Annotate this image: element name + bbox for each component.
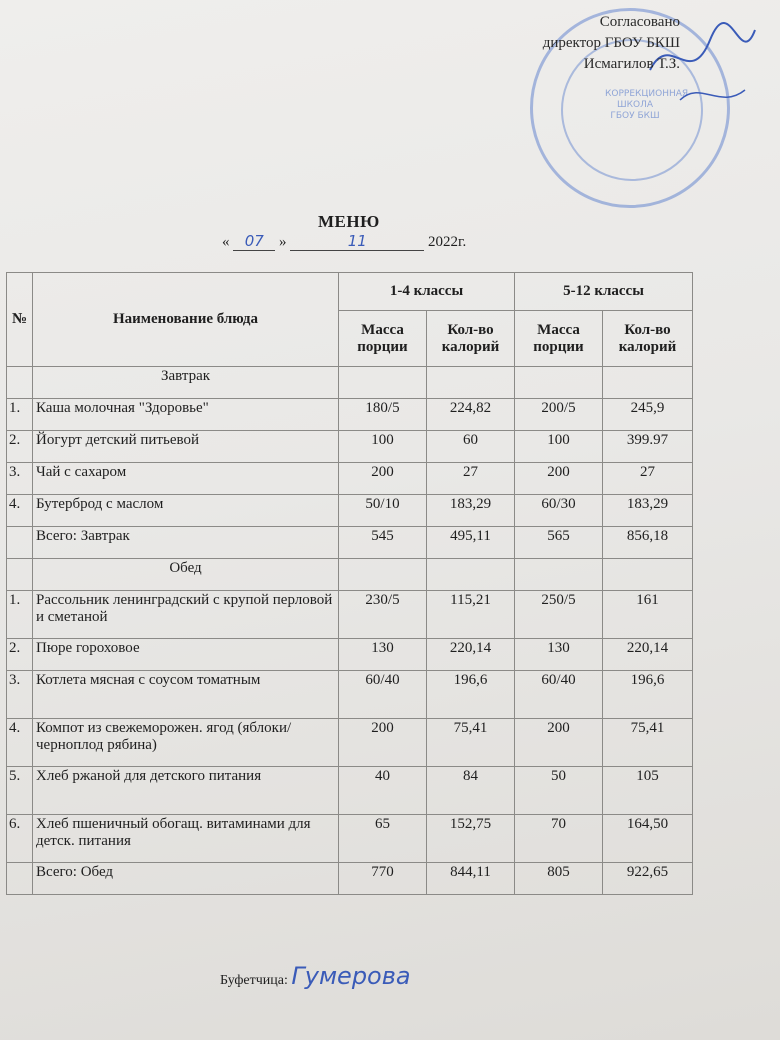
section-title: Обед [33,559,339,591]
dish-name: Чай с сахаром [33,463,339,495]
approval-block [543,12,680,75]
cook-label: Буфетчица: [220,973,288,988]
date-month: 11 [290,232,424,251]
mass-header-1: Масса порции [339,311,427,367]
table-row: 2. Йогурт детский питьевой 100 60 100 399.97 [7,431,693,463]
menu-body [7,367,693,895]
dish-name: Каша молочная "Здоровье" [33,399,339,431]
mass-header-2: Масса порции [515,311,603,367]
menu-table [6,272,693,895]
dish-name: Хлеб пшеничный обогащ. витаминами для детск. питания [33,815,339,863]
table-row: 3. Котлета мясная с соусом томатным 60/40 196,6 60/40 196,6 [7,671,693,719]
dish-name: Пюре гороховое [33,639,339,671]
date-year: 2022г. [428,234,467,250]
dish-name: Компот из свежеморожен. ягод (яблоки/ черноплод рябина) [33,719,339,767]
table-row: 1. Каша молочная "Здоровье" 180/5 224,82 200/5 245,9 [7,399,693,431]
section-title: Завтрак [33,367,339,399]
stamp-center-text: КОРРЕКЦИОННАЯ ШКОЛА ГБОУ БКШ [605,89,689,121]
page-title: МЕНЮ [318,212,380,231]
table-row: 3. Чай с сахаром 200 27 200 27 [7,463,693,495]
table-row: 4. Компот из свежеморожен. ягод (яблоки/ черноплод рябина) 200 75,41 200 75,41 [7,719,693,767]
approval-name: Исмагилов Т.З. [583,56,680,72]
table-row: 1. Рассольник ленинградский с крупой перловой и сметаной 230/5 115,21 250/5 161 [7,591,693,639]
dish-name: Рассольник ленинградский с крупой перловой и сметаной [33,591,339,639]
table-row: 5. Хлеб ржаной для детского питания 40 84 50 105 [7,767,693,815]
col-name-header: Наименование блюда [33,273,339,367]
table-row: 6. Хлеб пшеничный обогащ. витаминами для детск. питания 65 152,75 70 164,50 [7,815,693,863]
dish-name: Йогурт детский питьевой [33,431,339,463]
table-row: 4. Бутерброд с маслом 50/10 183,29 60/30 183,29 [7,495,693,527]
group1-header: 1-4 классы [339,273,515,311]
date-day: 07 [233,232,275,251]
approval-label: Согласовано [599,14,680,30]
group2-header: 5-12 классы [515,273,693,311]
quote-close: » [279,234,287,250]
quote-open: « [222,234,230,250]
date-line [222,232,466,251]
kcal-header-2: Кол-во калорий [603,311,693,367]
dish-name: Хлеб ржаной для детского питания [33,767,339,815]
approval-position: директор ГБОУ БКШ [542,35,680,51]
cook-signature-line [220,962,411,990]
total-row: Всего: Обед 770 844,11 805 922,65 [7,863,693,895]
table-row: 2. Пюре гороховое 130 220,14 130 220,14 [7,639,693,671]
total-row: Всего: Завтрак 545 495,11 565 856,18 [7,527,693,559]
kcal-header-1: Кол-во калорий [427,311,515,367]
dish-name: Бутерброд с маслом [33,495,339,527]
dish-name: Котлета мясная с соусом томатным [33,671,339,719]
cook-signature: Гумерова [291,962,411,990]
col-num-header: № [7,273,33,367]
